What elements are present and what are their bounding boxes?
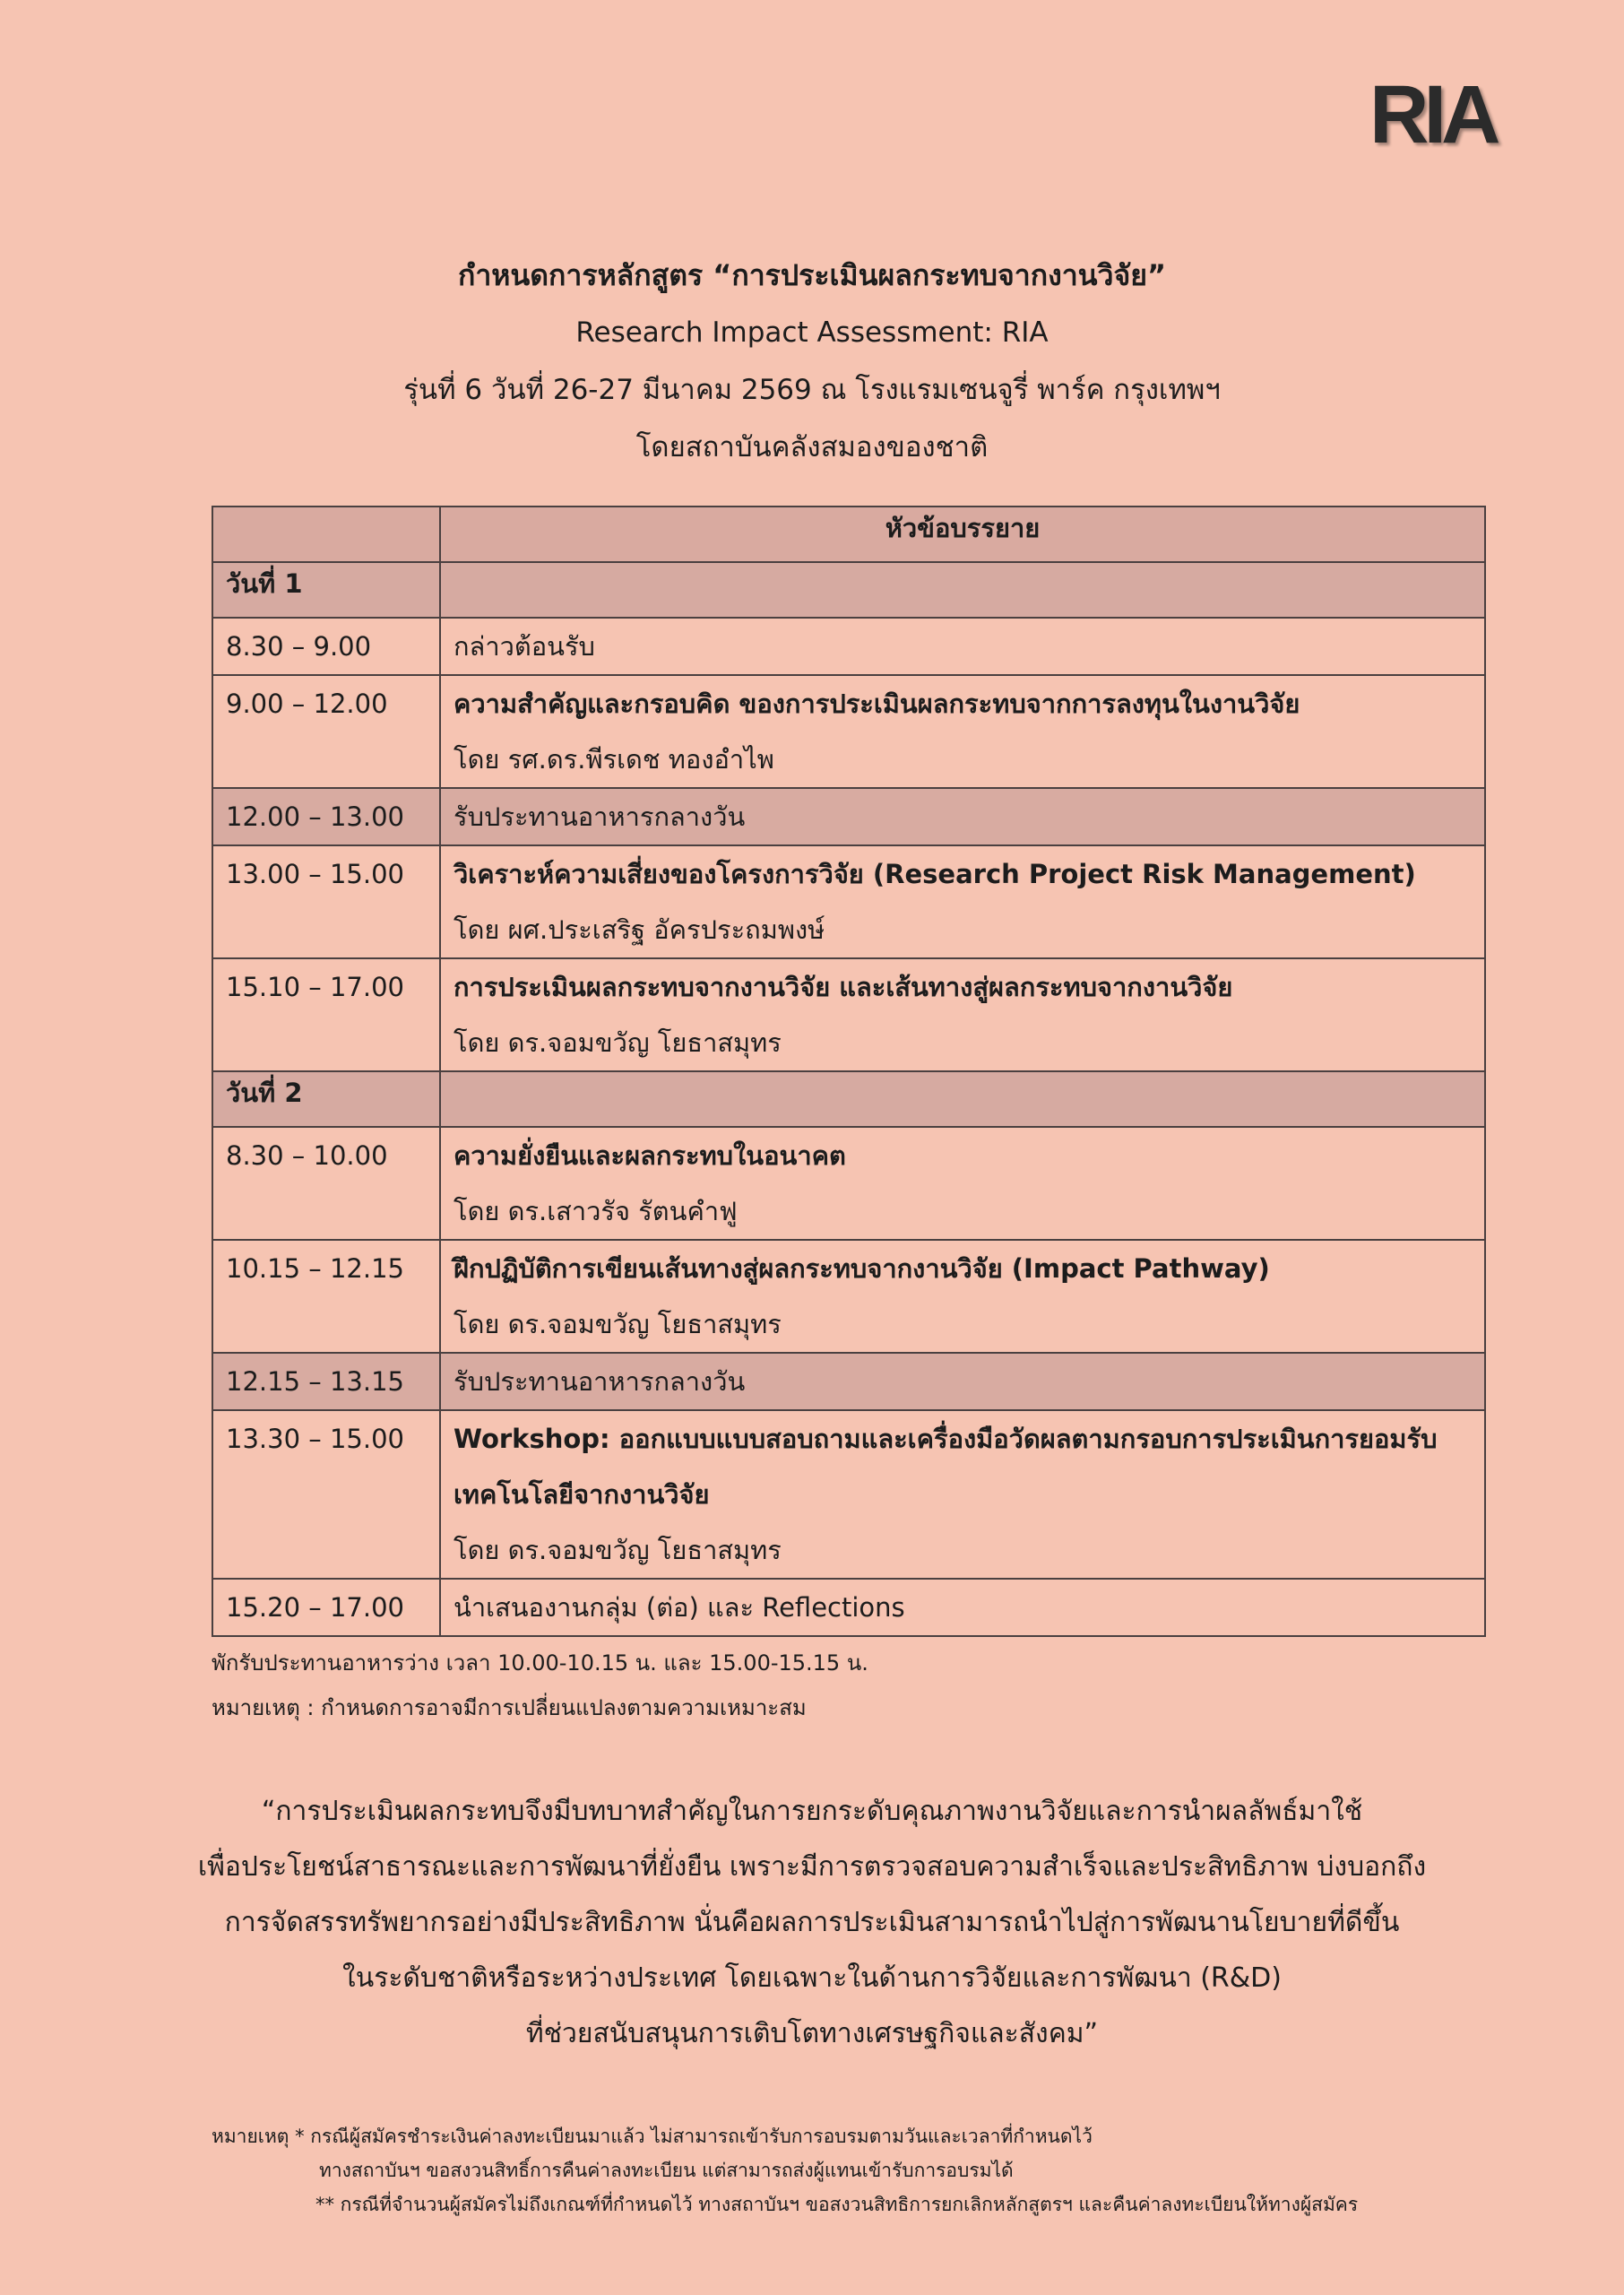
time-text: 9.00 – 12.00	[226, 688, 388, 719]
topic-cell	[440, 845, 1485, 958]
session-info: รุ่นที่ 6 วันที่ 26-27 มีนาคม 2569 ณ โรงแรมเซนจูรี่ พาร์ค กรุงเทพฯ	[403, 374, 1221, 406]
remark-note: หมายเหตุ : กำหนดการอาจมีการเปลี่ยนแปลงตามความเหมาะสม	[212, 1695, 807, 1720]
speaker: โดย รศ.ดร.พีรเดช ทองอำไพ	[454, 744, 774, 775]
header-time-cell	[212, 507, 440, 562]
topic-title: ฝึกปฏิบัติการเขียนเส้นทางสู่ผลกระทบจากงานวิจัย (Impact Pathway)	[454, 1253, 1270, 1284]
quote-line: เพื่อประโยชน์สาธารณะและการพัฒนาที่ยั่งยืน เพราะมีการตรวจสอบความสำเร็จและประสิทธิภาพ บ่งบอกถึง	[197, 1851, 1427, 1883]
break-note: พักรับประทานอาหารว่าง เวลา 10.00-10.15 น. และ 15.00-15.15 น.	[212, 1650, 868, 1676]
organizer: โดยสถาบันคลังสมองของชาติ	[635, 431, 989, 463]
quote-line: “การประเมินผลกระทบจึงมีบทบาทสำคัญในการยกระดับคุณภาพงานวิจัยและการนำผลลัพธ์มาใช้	[261, 1796, 1363, 1827]
topic-cell	[440, 1240, 1485, 1353]
table-row	[212, 1410, 1485, 1579]
quote-line: การจัดสรรทรัพยากรอย่างมีประสิทธิภาพ นั่นคือผลการประเมินสามารถนำไปสู่การพัฒนานโยบายที่ดีขึ้น	[224, 1907, 1400, 1938]
time-text: 13.00 – 15.00	[226, 859, 404, 889]
time-cell	[212, 958, 440, 1071]
table-row	[212, 1353, 1485, 1410]
table-row	[212, 788, 1485, 845]
topic-title: รับประทานอาหารกลางวัน	[454, 801, 746, 832]
time-text: 8.30 – 9.00	[226, 631, 372, 662]
footnote-line: ทางสถาบันฯ ขอสงวนสิทธิ์การคืนค่าลงทะเบียน แต่สามารถส่งผู้แทนเข้ารับการอบรมได้	[319, 2160, 1014, 2181]
table-row	[212, 845, 1485, 958]
topic-title: การประเมินผลกระทบจากงานวิจัย และเส้นทางสู่ผลกระทบจากงานวิจัย	[454, 972, 1233, 1002]
table-row	[212, 618, 1485, 675]
time-cell	[212, 618, 440, 675]
header-topic-cell: หัวข้อบรรยาย	[440, 507, 1485, 562]
speaker: โดย ดร.จอมขวัญ โยธาสมุทร	[454, 1027, 782, 1058]
schedule-notes	[212, 1641, 868, 1730]
time-text: 12.15 – 13.15	[226, 1366, 404, 1397]
topic-cell	[440, 1353, 1485, 1410]
schedule-table	[212, 506, 1486, 1637]
time-cell	[212, 675, 440, 788]
time-cell	[212, 788, 440, 845]
topic-cell	[440, 1127, 1485, 1240]
time-text: 10.15 – 12.15	[226, 1253, 404, 1284]
footnote-line: ** กรณีที่จำนวนผู้สมัครไม่ถึงเกณฑ์ที่กำหนดไว้ ทางสถาบันฯ ขอสงวนสิทธิการยกเลิกหลักสูตรฯ และคืนค่าลงทะเบียนให้ทางผู้สมัคร	[315, 2194, 1359, 2215]
document-header	[0, 247, 1624, 476]
speaker: โดย ผศ.ประเสริฐ อัครประถมพงษ์	[454, 914, 825, 945]
speaker: โดย ดร.จอมขวัญ โยธาสมุทร	[454, 1535, 782, 1565]
topic-cell	[440, 1579, 1485, 1636]
table-row	[212, 1127, 1485, 1240]
topic-title: รับประทานอาหารกลางวัน	[454, 1366, 746, 1397]
time-cell	[212, 845, 440, 958]
table-row	[212, 1579, 1485, 1636]
topic-cell	[440, 618, 1485, 675]
topic-title-cont: เทคโนโลยีจากงานวิจัย	[454, 1479, 710, 1510]
day1-blank	[440, 562, 1485, 618]
day1-row	[212, 562, 1485, 618]
time-text: 15.20 – 17.00	[226, 1592, 404, 1623]
day2-blank	[440, 1071, 1485, 1127]
table-row	[212, 958, 1485, 1071]
table-header-row	[212, 507, 1485, 562]
day1-label: วันที่ 1	[212, 562, 440, 618]
topic-cell	[440, 958, 1485, 1071]
speaker: โดย ดร.จอมขวัญ โยธาสมุทร	[454, 1309, 782, 1339]
time-cell	[212, 1127, 440, 1240]
topic-title: ความสำคัญและกรอบคิด ของการประเมินผลกระทบจากการลงทุนในงานวิจัย	[454, 688, 1300, 719]
time-cell	[212, 1240, 440, 1353]
time-text: 12.00 – 13.00	[226, 801, 404, 832]
topic-cell	[440, 788, 1485, 845]
topic-title: วิเคราะห์ความเสี่ยงของโครงการวิจัย (Research Project Risk Management)	[454, 859, 1416, 889]
table-row	[212, 1240, 1485, 1353]
quote-block	[0, 1784, 1624, 2062]
topic-title: กล่าวต้อนรับ	[454, 631, 595, 662]
time-cell	[212, 1353, 440, 1410]
title-english: Research Impact Assessment: RIA	[575, 316, 1049, 349]
day2-row	[212, 1071, 1485, 1127]
quote-line: ในระดับชาติหรือระหว่างประเทศ โดยเฉพาะในด้านการวิจัยและการพัฒนา (R&D)	[342, 1962, 1282, 1994]
topic-title: Workshop: ออกแบบแบบสอบถามและเครื่องมือวัดผลตามกรอบการประเมินการยอมรับ	[454, 1424, 1438, 1454]
speaker: โดย ดร.เสาวรัจ รัตนคำฟู	[454, 1196, 738, 1226]
time-text: 8.30 – 10.00	[226, 1140, 388, 1171]
footnotes	[212, 2119, 1358, 2221]
day2-label: วันที่ 2	[212, 1071, 440, 1127]
topic-title: ความยั่งยืนและผลกระทบในอนาคต	[454, 1140, 846, 1171]
topic-title: นำเสนองานกลุ่ม (ต่อ) และ Reflections	[454, 1592, 905, 1623]
title-thai: กำหนดการหลักสูตร “การประเมินผลกระทบจากงานวิจัย”	[457, 258, 1167, 292]
topic-cell	[440, 675, 1485, 788]
time-cell	[212, 1579, 440, 1636]
time-cell	[212, 1410, 440, 1579]
time-text: 15.10 – 17.00	[226, 972, 404, 1002]
table-row	[212, 675, 1485, 788]
footnote-line: หมายเหตุ * กรณีผู้สมัครชำระเงินค่าลงทะเบียนมาแล้ว ไม่สามารถเข้ารับการอบรมตามวันและเวลาที่กำหนดไว้	[212, 2126, 1093, 2147]
quote-line: ที่ช่วยสนับสนุนการเติบโตทางเศรษฐกิจและสังคม”	[525, 2018, 1099, 2049]
topic-cell	[440, 1410, 1485, 1579]
time-text: 13.30 – 15.00	[226, 1424, 404, 1454]
ria-logo: RIA	[1369, 69, 1496, 160]
